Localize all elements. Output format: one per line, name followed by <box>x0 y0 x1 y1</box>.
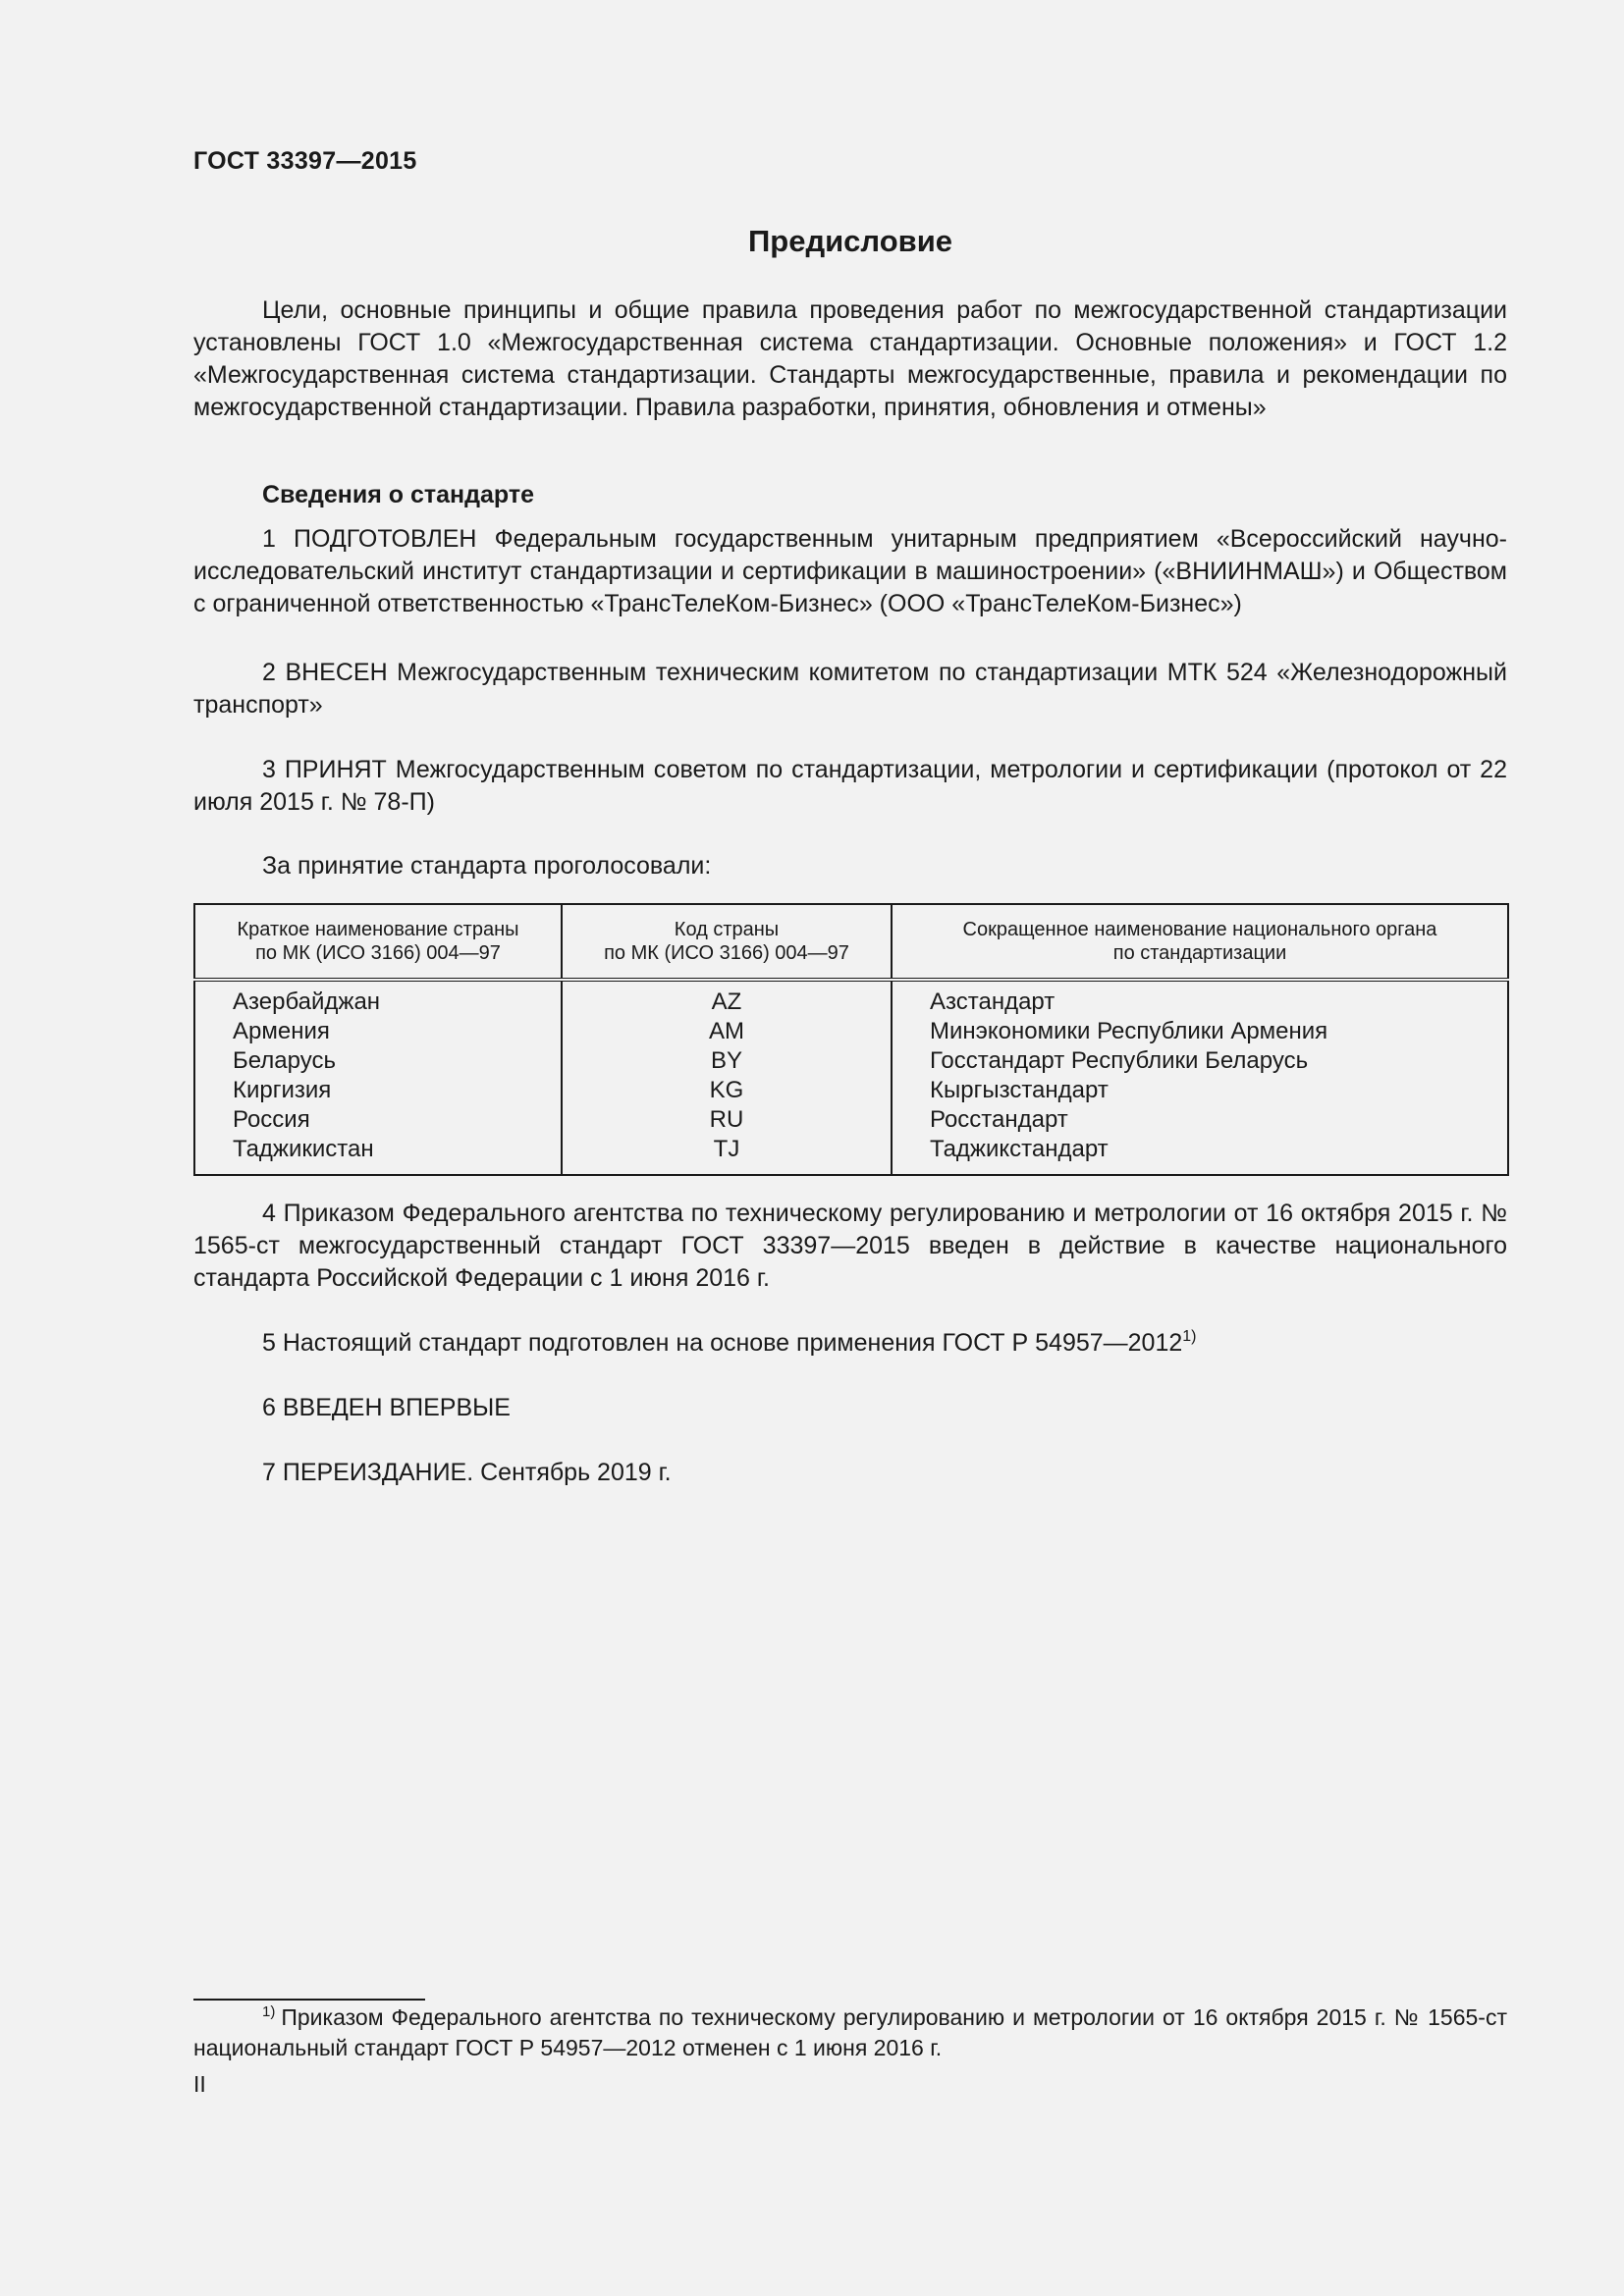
code-cell: TJ <box>713 1136 740 1162</box>
section-subheading: Сведения о стандарте <box>262 481 535 508</box>
country-cell: Киргизия <box>233 1077 332 1103</box>
item-3-adopted: 3 ПРИНЯТ Межгосударственным советом по стандартизации, метрологии и сертификации (протокол от 22 июля 2015 г. № 78-П) <box>193 756 1507 816</box>
code-cell: KG <box>709 1077 744 1103</box>
header-text: по стандартизации <box>1112 942 1287 964</box>
body-cell: Росстандарт <box>930 1106 1068 1133</box>
header-country-name <box>194 904 562 980</box>
body-cell: Минэкономики Республики Армения <box>930 1018 1328 1044</box>
voting-table <box>193 903 1509 1176</box>
code-column <box>562 980 892 1175</box>
item-7-reissue: 7 ПЕРЕИЗДАНИЕ. Сентябрь 2019 г. <box>262 1459 672 1486</box>
body-cell: Кыргызстандарт <box>930 1077 1109 1103</box>
country-cell: Азербайджан <box>233 988 381 1015</box>
header-text: Краткое наименование страны <box>237 919 519 940</box>
header-text: Код страны <box>674 919 780 940</box>
code-cell: BY <box>710 1047 742 1074</box>
code-cell: AZ <box>711 988 742 1015</box>
intro-paragraph: Цели, основные принципы и общие правила проведения работ по межгосударственной стандартизации установлены ГОСТ 1.0 «Межгосударственная система стандартизации. Основные положения» и ГОСТ 1.2 «Межгосударственная система стандартизации. Стандарты межгосударственные, правила и рекомендации по межгосударственной стандартизации. Правила разработки, принятия, обновления и отмены» <box>193 296 1507 421</box>
header-text: по МК (ИСО 3166) 004—97 <box>604 942 849 964</box>
item-5-text: 5 Настоящий стандарт подготовлен на основе применения ГОСТ Р 54957—2012 <box>262 1329 1183 1357</box>
page-number: II <box>193 2071 206 2097</box>
body-column <box>892 980 1508 1175</box>
footnote-ref[interactable]: 1) <box>1182 1328 1197 1345</box>
item-6-introduced: 6 ВВЕДЕН ВПЕРВЫЕ <box>262 1394 511 1421</box>
header-text: по МК (ИСО 3166) 004—97 <box>255 942 501 964</box>
country-cell: Россия <box>233 1106 310 1133</box>
document-page <box>193 0 1507 2296</box>
document-code: ГОСТ 33397—2015 <box>193 147 417 175</box>
item-5-basis <box>193 1327 1507 1360</box>
header-national-body <box>892 904 1508 980</box>
header-country-code <box>562 904 892 980</box>
table-header-row <box>194 904 1508 980</box>
code-cell: RU <box>709 1106 744 1133</box>
body-cell: Азстандарт <box>930 988 1056 1015</box>
header-text: Сокращенное наименование национального органа <box>962 919 1437 940</box>
body-cell: Госстандарт Республики Беларусь <box>930 1047 1309 1074</box>
item-4-order: 4 Приказом Федерального агентства по техническому регулированию и метрологии от 16 октября 2015 г. № 1565-ст межгосударственный стандарт ГОСТ 33397—2015 введен в действие в качестве национального стандарта Российской Федерации с 1 июня 2016 г. <box>193 1200 1507 1292</box>
page-title: Предисловие <box>747 224 952 258</box>
footnote-divider <box>193 1999 425 2001</box>
footnote-marker: 1) <box>262 2003 276 2020</box>
footnote-text: Приказом Федерального агентства по техническому регулированию и метрологии от 16 октября 2015 г. № 1565-ст национальный стандарт ГОСТ Р 54957—2012 отменен с 1 июня 2016 г. <box>193 2004 1507 2060</box>
country-cell: Таджикистан <box>233 1136 374 1162</box>
country-cell: Армения <box>233 1018 330 1044</box>
vote-intro: За принятие стандарта проголосовали: <box>262 852 712 880</box>
footnote <box>193 2002 1507 2063</box>
country-cell: Беларусь <box>233 1047 336 1074</box>
country-column <box>194 980 562 1175</box>
item-2-submitted: 2 ВНЕСЕН Межгосударственным техническим комитетом по стандартизации МТК 524 «Железнодорожный транспорт» <box>193 659 1507 719</box>
body-cell: Таджикстандарт <box>930 1136 1109 1162</box>
table-body-row <box>194 980 1508 1175</box>
code-cell: AM <box>709 1018 744 1044</box>
item-1-prepared: 1 ПОДГОТОВЛЕН Федеральным государственным унитарным предприятием «Всероссийский научно-исследовательский институт стандартизации и сертификации в машиностроении» («ВНИИНМАШ») и Обществом с ограниченной ответственностью «ТрансТелеКом-Бизнес» (ООО «ТрансТелеКом-Бизнес») <box>193 525 1507 617</box>
